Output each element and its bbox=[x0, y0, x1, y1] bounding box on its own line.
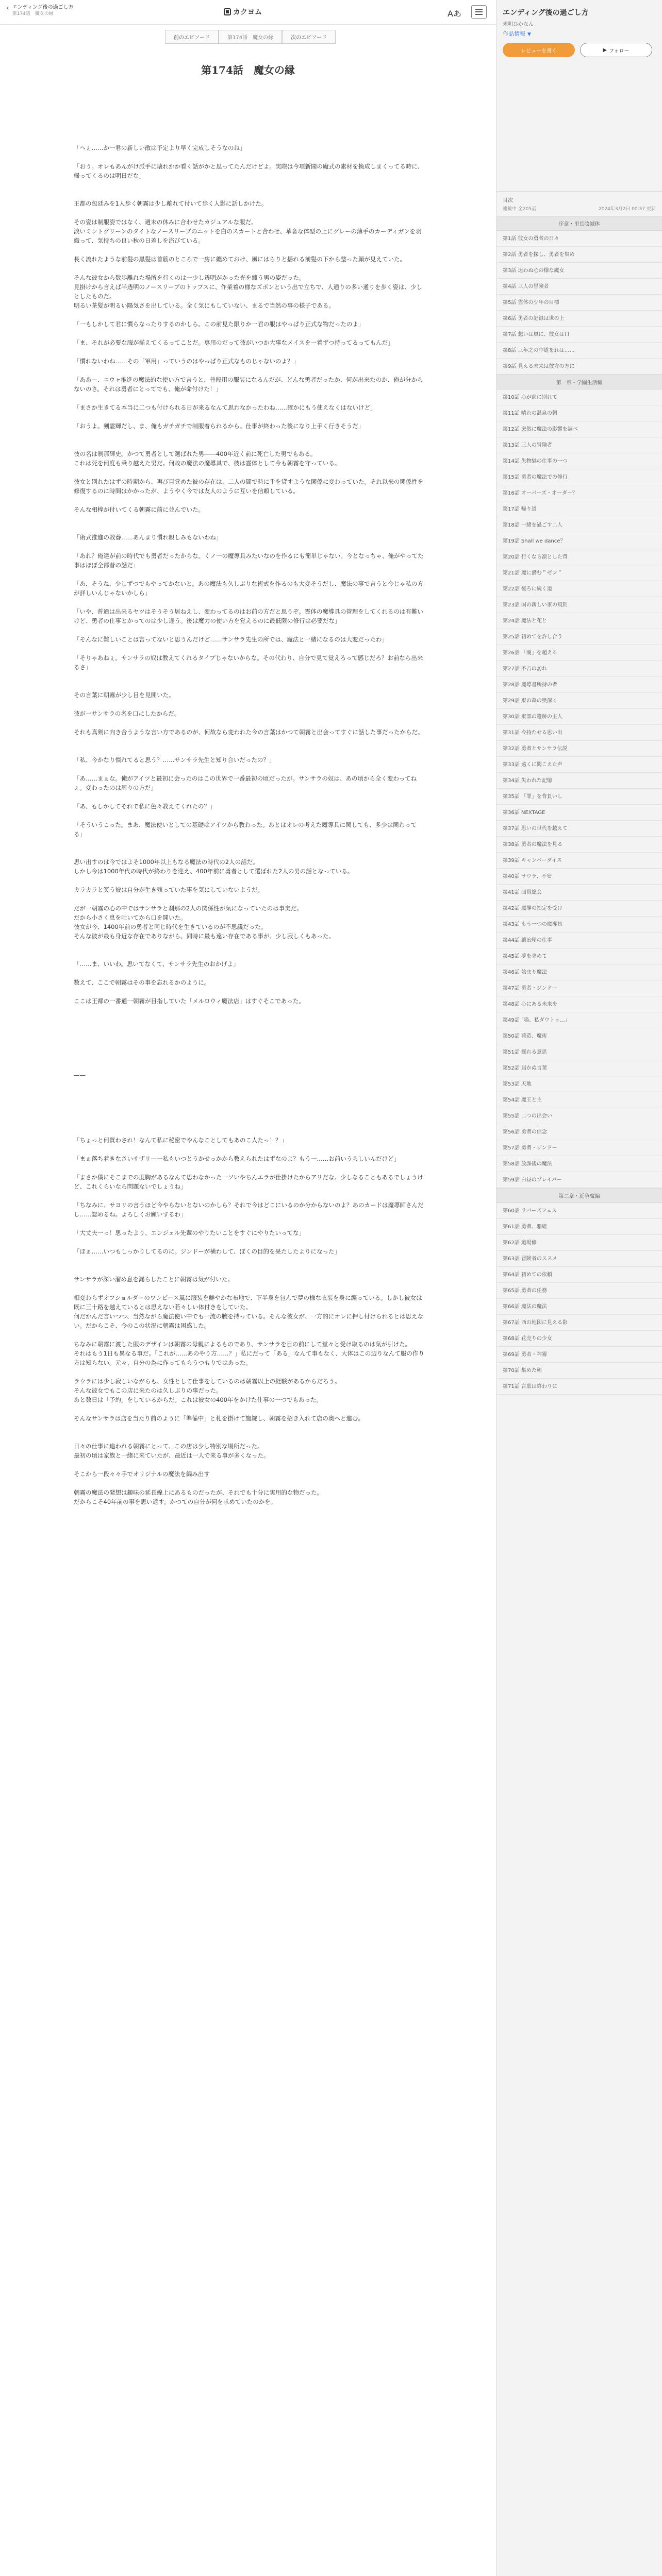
body-paragraph bbox=[74, 941, 424, 950]
toc-episode-link[interactable]: 第37話 思いの世代を越えて bbox=[496, 821, 662, 837]
toc-episode-link[interactable]: 第41話 団員総会 bbox=[496, 885, 662, 901]
toc-episode-link[interactable]: 第26話 「闇」を超える bbox=[496, 645, 662, 661]
toc-episode-link[interactable]: 第1話 彼女の勇者の日々 bbox=[496, 231, 662, 247]
body-paragraph bbox=[74, 839, 424, 848]
toc-episode-link[interactable]: 第36話 NEXTAGE bbox=[496, 805, 662, 821]
toc-episode-link[interactable]: 第52話 届かぬ言葉 bbox=[496, 1060, 662, 1076]
body-paragraph bbox=[74, 1256, 424, 1265]
body-paragraph: 「あれ？俺達が前の時代でも勇者だったからな。くノ一の魔導具みたいなのを作るにも簡単じゃない。今となっちゃ、俺がやってた事はほぼ全部昔の話だ」 bbox=[74, 552, 424, 569]
body-paragraph bbox=[74, 1432, 424, 1442]
body-paragraph: 「大丈夫一っ！思ったより、エンジェル先輩のやりたいことをすぐにやりたいってな」 bbox=[74, 1229, 305, 1236]
toc-episode-link[interactable]: 第3話 迷わぬ心の様な魔女 bbox=[496, 263, 662, 279]
header-work-title[interactable]: エンディング後の過ごし方 bbox=[12, 5, 74, 10]
toc-episode-link[interactable]: 第20話 行くなら凛とした背 bbox=[496, 549, 662, 565]
toc-episode-list bbox=[496, 1203, 662, 1395]
last-updated: 2024年3月2日 00:37 更新 bbox=[598, 207, 656, 212]
toc-episode-link[interactable]: 第39話 キャンバーダイス bbox=[496, 853, 662, 869]
body-paragraph bbox=[74, 969, 424, 978]
body-paragraph: それはもう1日も異なる事だ。「これが……あのやり方……？」私にだって「ある」なんて事もなく、大体はこの辺りなんて服の作り方は知らない。元々、自分の為に作ってもらうつもりではあった。 bbox=[74, 1350, 424, 1366]
toc-episode-link[interactable]: 第44話 鍛冶屋の仕事 bbox=[496, 933, 662, 948]
body-paragraph: ここは王都の一番通一朝霧が目指していた「メルロウィ魔法店」はすぐそこであった。 bbox=[74, 997, 305, 1005]
body-paragraph bbox=[74, 1006, 424, 1015]
body-paragraph bbox=[74, 1404, 424, 1414]
toc-episode-link[interactable]: 第32話 勇者とサンサラ伝説 bbox=[496, 741, 662, 757]
toc-episode-link[interactable]: 第24話 魔法と花と bbox=[496, 613, 662, 629]
toc-episode-link[interactable]: 第8話 三年之の中道をれは…… bbox=[496, 343, 662, 359]
body-paragraph: 相変わらずオフショルダーのワンピース風に服装を鮮やかな布地で、下半身を包んで夢の様な衣装を身に纏っている。しかし彼女は既に三十路を越えているとは思えない若々しい体付きをしていた。 bbox=[74, 1294, 422, 1311]
toc-episode-link[interactable]: 第7話 想いは風に、彼女は口 bbox=[496, 327, 662, 343]
kakuyomu-logo-icon bbox=[224, 8, 231, 15]
body-paragraph: そんなサンサラは店を当たり前のように「準備中」と札を掛けて施錠し、朝霧を招き入れて店の奥へと進む。 bbox=[74, 1415, 364, 1422]
toc-episode-link[interactable]: 第28話 魔導書所持の者 bbox=[496, 677, 662, 693]
episode-body bbox=[74, 143, 424, 1506]
body-paragraph bbox=[74, 1033, 424, 1043]
logo-text: カクヨム bbox=[233, 8, 262, 16]
body-paragraph: 「ちなみに、サヨリの言うほど今やらないとないのかしら？それで今はどこにいるのか分からないのよ？あのカードは魔導師さんだし……認めるね。よろしくお願いするわ」 bbox=[74, 1201, 424, 1218]
body-paragraph bbox=[74, 440, 424, 449]
body-paragraph: 「……ま、いいわ。思いてなくて、サンサラ先生のおかげよ」 bbox=[74, 960, 239, 968]
body-paragraph: ちなみに朝霧に渡した服のデザインは朝霧の母親によるものであり、サンサラを目の前にして堂々と受け取るのは気が引けた。 bbox=[74, 1341, 411, 1348]
body-paragraph bbox=[74, 1089, 424, 1098]
body-paragraph bbox=[74, 598, 424, 607]
body-paragraph: 彼の名は刹那輝史。かつて勇者として選ばれた男――400年近く前に死亡した男でもある。 bbox=[74, 450, 317, 457]
body-paragraph bbox=[74, 190, 424, 199]
body-paragraph: ラウラには少し寂しいながらも、女性として仕事をしているのは朝霧以上の経験があるからだろう。 bbox=[74, 1378, 341, 1385]
body-paragraph bbox=[74, 208, 424, 217]
body-paragraph: 「ほぁ……いつもしっかりしてるのに。ジンドーが横わして、ぼくの目的を果たしたよりになった」 bbox=[74, 1248, 340, 1255]
body-paragraph bbox=[74, 1367, 424, 1377]
body-paragraph bbox=[74, 625, 424, 635]
toc-episode-link[interactable]: 第16話 オーバーズ・オーダー？ bbox=[496, 485, 662, 501]
toc-episode-list bbox=[496, 389, 662, 1188]
toc-episode-link[interactable]: 第58話 放課後の魔法 bbox=[496, 1156, 662, 1172]
body-paragraph bbox=[74, 746, 424, 755]
body-paragraph: 「私、今かなり慣れてると思う？……サンサラ先生と知り合いだったの？」 bbox=[74, 756, 275, 764]
body-paragraph: そんな彼女でもこの店に来たのは久しぶりの事だった。 bbox=[74, 1387, 222, 1394]
toc-episode-link[interactable]: 第4話 三人の冒険者 bbox=[496, 279, 662, 295]
body-paragraph: それも真剣に向き合うような言い方であるのが、何故なら変われた今の言葉はかつて朝霧と出会ってすぐに話した事だったからだ。 bbox=[74, 728, 424, 736]
body-paragraph bbox=[74, 765, 424, 774]
body-paragraph bbox=[74, 987, 424, 996]
body-paragraph: 「一もしかして君に慣らなったりするのかしら。この前見た限りか一君の服はやっぱり正式な物だったのよ」 bbox=[74, 320, 365, 328]
episode-title: 第174話 魔女の縁 bbox=[201, 64, 295, 76]
body-paragraph: 日々の仕事に追われる朝霧にとって、この店は少し特別な場所だった。 bbox=[74, 1443, 263, 1450]
body-paragraph bbox=[74, 681, 424, 690]
body-paragraph: 朝霧の魔法の発想は趣味の延長線上にあるものだったが、それでも十分に実用的な物だった。 bbox=[74, 1489, 323, 1496]
body-paragraph: そんな相棒が付いてくる朝霧に前に並んでいた。 bbox=[74, 506, 204, 513]
body-paragraph bbox=[74, 718, 424, 727]
toc-episode-link[interactable]: 第5話 霊体の少年の目標 bbox=[496, 295, 662, 311]
toc-episode-link[interactable]: 第70話 集めた剣 bbox=[496, 1363, 662, 1379]
body-paragraph bbox=[74, 792, 424, 802]
toc-episode-link[interactable]: 第53話 天地 bbox=[496, 1076, 662, 1092]
chevron-down-icon: ▼ bbox=[527, 32, 531, 37]
toc-section-heading: 第二章・近争魔編 bbox=[496, 1188, 662, 1203]
body-paragraph bbox=[74, 570, 424, 579]
body-paragraph bbox=[74, 950, 424, 959]
toc-episode-link[interactable]: 第66話 魔法の魔法 bbox=[496, 1299, 662, 1315]
toc-episode-link[interactable]: 第12話 突然に魔法の影響を調べ bbox=[496, 421, 662, 437]
body-paragraph bbox=[74, 366, 424, 375]
body-paragraph bbox=[74, 1015, 424, 1024]
body-paragraph bbox=[74, 1108, 424, 1117]
toc-episode-link[interactable]: 第9話 見える未来は彼方の方に bbox=[496, 359, 662, 375]
body-paragraph bbox=[74, 737, 424, 746]
toc-episode-link[interactable]: 第29話 東の森の奥深く bbox=[496, 693, 662, 709]
toc-episode-link[interactable]: 第64話 初めての依頼 bbox=[496, 1267, 662, 1283]
body-paragraph: そんな彼が最も身近な存在でありながら、同時に最も遠い存在である事が、少し寂しくもあった。 bbox=[74, 933, 335, 940]
body-paragraph bbox=[74, 394, 424, 403]
toc-episode-link[interactable]: 第6話 勇者の記録は世の上 bbox=[496, 311, 662, 327]
current-episode-label: 第174話 魔女の縁 bbox=[219, 30, 282, 44]
back-link[interactable] bbox=[6, 4, 74, 18]
body-paragraph: その姿は制服姿ではなく、週末の休みに合わせたカジュアルな服だ。 bbox=[74, 218, 257, 226]
body-paragraph bbox=[74, 1219, 424, 1228]
body-paragraph: 彼女と別れたはずの時期から、再び目覚めた彼の存在は、二人の間で時に手を貸すような関係に変わっていた。それ以来の関係性を修復するのに時間はかかったが、ようやく今では友人のように互いを信頼している。 bbox=[74, 478, 424, 495]
toc-episode-link[interactable]: 第10話 心が前に別れて bbox=[496, 389, 662, 405]
toc-section-heading: 第一章・学園生活編 bbox=[496, 375, 662, 389]
body-paragraph bbox=[74, 1098, 424, 1108]
body-paragraph bbox=[74, 1191, 424, 1200]
toc-meta bbox=[496, 192, 662, 216]
toc-episode-link[interactable]: 第48話 心にある未来を bbox=[496, 996, 662, 1012]
body-paragraph bbox=[74, 1126, 424, 1136]
toc-episode-link[interactable]: 第45話 夢を求めて bbox=[496, 948, 662, 964]
body-paragraph: 「そういうこった。まあ、魔法使いとしての基礎はアイツから教わった。あとはオレの考えた魔導具に関しても、多少は関わってる」 bbox=[74, 821, 417, 838]
body-paragraph: カラカラと笑う彼は自分が生き残っていた事を気にしていないようだ。 bbox=[74, 886, 263, 893]
work-info-link[interactable] bbox=[503, 29, 656, 38]
body-paragraph bbox=[74, 876, 424, 885]
body-paragraph bbox=[74, 1330, 424, 1340]
body-paragraph: 「あ、そうね、少しずつでもやってかないと。あの魔法も久しぶりな術式を作るのも大変そうだし、魔法の事で言うと今じゃ私の方が詳しいんじゃないかしら」 bbox=[74, 580, 424, 597]
body-paragraph bbox=[74, 894, 424, 904]
body-paragraph bbox=[74, 1479, 424, 1488]
toc-episode-link[interactable]: 第21話 魔に潜む＂ゼン＂ bbox=[496, 565, 662, 581]
toc-episode-link[interactable]: 第57話 勇者・ジンドー bbox=[496, 1140, 662, 1156]
body-paragraph bbox=[74, 1052, 424, 1061]
body-paragraph bbox=[74, 1163, 424, 1173]
body-paragraph: 「おうよ。剣霊輝だし、ま、俺もガチガチで制服着られるから。仕事が終わった後になり上手く行きそうだ」 bbox=[74, 422, 365, 430]
body-paragraph bbox=[74, 431, 424, 440]
body-paragraph bbox=[74, 672, 424, 681]
sidebar bbox=[496, 0, 662, 2576]
toc-episode-link[interactable]: 第40話 サウラ、不安 bbox=[496, 869, 662, 885]
body-paragraph bbox=[74, 811, 424, 820]
toc-episode-link[interactable]: 第30話 東部の遺跡の主人 bbox=[496, 709, 662, 725]
toc-section-heading: 序章・里長陰滅体 bbox=[496, 216, 662, 231]
body-paragraph: 思い出すのは今ではよそ1000年以上もなる魔法の時代の2人の話だ。 bbox=[74, 858, 259, 866]
body-paragraph: 見掛けから言えば半透明のノースリーブのトップスに、作業着の様なズボンという出で立ちで、人通りの多い通りを歩く姿は、少しとしたものだ。 bbox=[74, 283, 422, 300]
body-paragraph bbox=[74, 523, 424, 533]
body-paragraph bbox=[74, 1061, 424, 1071]
body-paragraph: 「ちょっと何買わされ！なんて私に秘密でやんなことしてもあのこ人たっ！？」 bbox=[74, 1137, 287, 1144]
body-paragraph: 「術式推進の教養……あんまり慣れ親しみもないわね」 bbox=[74, 534, 222, 541]
body-paragraph: 「あ、もしかしてそれで私に色々教えてくれたの？」 bbox=[74, 803, 216, 810]
body-paragraph: これは死を何度も乗り越えた男だ。何故の魔法の魔導具で、彼は霊体として今も朝霧を守っている。 bbox=[74, 460, 341, 467]
body-paragraph: 彼が一サンサラの名を口にしたからだ。 bbox=[74, 710, 180, 717]
body-paragraph: 「へぇ……か一君の新しい散は予定より早く完成しそうなのね」 bbox=[74, 144, 246, 151]
body-paragraph: 彼女が今、1400年前の勇者と同じ時代を生きているのが不思議だった。 bbox=[74, 923, 267, 930]
body-paragraph: その言葉に朝霧が少し目を見開いた。 bbox=[74, 691, 175, 699]
body-paragraph bbox=[74, 412, 424, 421]
toc-episode-link[interactable]: 第71話 言葉は終わりに bbox=[496, 1379, 662, 1395]
toc-episode-link[interactable]: 第43話 もう一つの魔導具 bbox=[496, 917, 662, 933]
toc-episode-link[interactable]: 第49話 ｢嗚、私ダウトゥ…」 bbox=[496, 1012, 662, 1028]
top-header bbox=[0, 0, 496, 25]
next-episode-link[interactable]: 次のエピソード bbox=[282, 30, 336, 44]
body-paragraph bbox=[74, 1238, 424, 1247]
toc-episode-link[interactable]: 第56話 勇者の信念 bbox=[496, 1124, 662, 1140]
toc-episode-link[interactable]: 第54話 魔王と主 bbox=[496, 1092, 662, 1108]
toc-episode-link[interactable]: 第42話 魔導の指定を受け bbox=[496, 901, 662, 917]
follow-label: フォロー bbox=[609, 48, 630, 54]
body-paragraph bbox=[74, 1265, 424, 1275]
toc-episode-link[interactable]: 第55話 二つの出会い bbox=[496, 1108, 662, 1124]
follow-button[interactable] bbox=[580, 43, 652, 57]
body-paragraph: だが一朝霧の心の中ではサンサラと刹那の2人の関係性が気になっていたのは事実だ。 bbox=[74, 905, 303, 912]
toc-episode-link[interactable]: 第50話 荷造、魔術 bbox=[496, 1028, 662, 1044]
body-paragraph bbox=[74, 1117, 424, 1126]
body-paragraph: 長く流れたような前髪の黒髪は首筋のところで一房に纏めておけ、風にはらりと揺れる前髪の下から整った顔が見えていた。 bbox=[74, 256, 406, 263]
body-paragraph bbox=[74, 1043, 424, 1052]
body-paragraph: 何だかんだ言いつつ、当然ながら魔法使い中でも一流の腕を持っている。そんな彼女が、一方的にオレに押し付けられるとは思えない。だからこそ、今のこの状況に朝霧は困惑した。 bbox=[74, 1313, 424, 1329]
sidebar-author[interactable]: 未明ひかなん bbox=[503, 22, 534, 27]
toc-episode-list bbox=[496, 231, 662, 375]
body-paragraph bbox=[74, 1080, 424, 1089]
body-paragraph: 明るい茶髪が明るい陽気さを出している。全く気にもしていない、まるで当然の事の様子である。 bbox=[74, 302, 335, 309]
body-paragraph: 「まさか僕にそこまでの度胸があるなんて思わなかった一ソいやちんエラが仕掛けたからアリだな。少しなることもあるでしょうけど、これくらいなら問題ないでしょうね」 bbox=[74, 1174, 423, 1190]
toc-episode-link[interactable]: 第63話 冒険者のススメ bbox=[496, 1251, 662, 1267]
body-paragraph: しかし今は1000年代の時代が終わりを迎え、400年前に勇者として選ばれた2人の男の話となっている。 bbox=[74, 868, 354, 875]
body-paragraph: 淡いミントグリーンのタイトなノースリーブのニットを白のスカートと合わせ、華奢な体型の上にグレーの薄手のカーディガンを羽織って、気持ちの良い秋の日差しを浴びている。 bbox=[74, 228, 422, 244]
toc-episode-link[interactable]: 第65話 勇者の任務 bbox=[496, 1283, 662, 1299]
body-paragraph bbox=[74, 1024, 424, 1033]
toc-episode-link[interactable]: 第46話 始まり魔法 bbox=[496, 964, 662, 980]
body-paragraph: 「そりゃあねぇ。サンサラの奴は教えてくれるタイプじゃないからな。その代わり、自分で見て覚えろって感じだろ？お前なら出来るさ」 bbox=[74, 654, 423, 671]
toc-label: 目次 bbox=[503, 198, 513, 204]
toc-episode-link[interactable]: 第18話 一緒を過ごす二人 bbox=[496, 517, 662, 533]
body-paragraph bbox=[74, 542, 424, 551]
body-paragraph: あと数日は「予約」をしているからだ。これは彼女の400年をかけた仕事の一つでもあった。 bbox=[74, 1396, 322, 1403]
toc-episode-link[interactable]: 第27話 不吉の訪れ bbox=[496, 661, 662, 677]
font-size-button[interactable]: Aあ bbox=[448, 9, 461, 19]
body-paragraph bbox=[74, 180, 424, 190]
body-paragraph: 「まさか生きてる本当に二つも付けられる日が来るなんて思わなかったわね……確かにもう使えなくはないけど」 bbox=[74, 404, 376, 411]
body-paragraph bbox=[74, 264, 424, 273]
body-paragraph: 「そんなに難しいことは言ってないと思うんだけど……サンサラ先生の所では、魔法と一緒になるのは大変だったわ」 bbox=[74, 636, 388, 643]
body-paragraph: そこから一段々々手でオリジナルの魔法を編み出す bbox=[74, 1470, 210, 1478]
body-paragraph bbox=[74, 1423, 424, 1432]
body-paragraph bbox=[74, 700, 424, 709]
toc-episode-link[interactable]: 第35話 「罪」を背負いし bbox=[496, 789, 662, 805]
body-paragraph bbox=[74, 152, 424, 162]
body-paragraph: 「まぁ落ち着きなさいサザリー一私もいつとうかせっかから教えられたはずなのよ？もう一……お前いうらしいんだけど」 bbox=[74, 1155, 400, 1162]
body-paragraph bbox=[74, 468, 424, 477]
sidebar-work-title[interactable]: エンディング後の過ごし方 bbox=[503, 9, 589, 17]
body-paragraph bbox=[74, 848, 424, 857]
body-paragraph: そんな彼女から数歩離れた場所を行くのは一少し透明がかった光を纏う男の姿だった。 bbox=[74, 274, 305, 281]
body-paragraph: 数えて、ここで朝霧はその事を忘れるかのように。 bbox=[74, 979, 210, 986]
body-paragraph: 「ま、それが必要な服が揃えてくるってことだ。専用のだって彼がいつか大事なメイスを一着ずつ持ってるってもんだ」 bbox=[74, 339, 394, 346]
review-button[interactable]: レビューを書く bbox=[503, 43, 575, 57]
hamburger-icon[interactable] bbox=[471, 5, 487, 19]
body-paragraph: 「慣れないわね……その「軍用」っていうのはやっぱり正式なものじゃないのよ？」 bbox=[74, 358, 299, 365]
body-paragraph bbox=[74, 329, 424, 338]
toc-episode-link[interactable]: 第13話 三人の冒険者 bbox=[496, 437, 662, 453]
body-paragraph bbox=[74, 644, 424, 653]
toc-episode-link[interactable]: 第11話 晴れの温泉の朝 bbox=[496, 405, 662, 421]
toc-episode-link[interactable]: 第51話 揺れる意思 bbox=[496, 1044, 662, 1060]
body-paragraph bbox=[74, 1145, 424, 1154]
toc-episode-link[interactable]: 第23話 国の新しい家の規則 bbox=[496, 597, 662, 613]
toc-episode-link[interactable]: 第67話 西の地図に見える影 bbox=[496, 1315, 662, 1331]
body-paragraph: だからこそ40年前の事を思い返す。かつての自分が何を求めていたのかを。 bbox=[74, 1498, 277, 1505]
body-paragraph: 「あ……まぁな。俺がアイツと最初に会ったのはこの世界で一番最初の頃だったが。サンサラの奴は、あの頃から全く変わってねぇ。変わったのは周りの方だ」 bbox=[74, 775, 417, 791]
work-info-label: 作品情報 bbox=[503, 30, 525, 37]
toc-episode-link[interactable]: 第69話 勇者・神霧 bbox=[496, 1347, 662, 1363]
body-paragraph: —— bbox=[74, 1072, 86, 1079]
episode-count: 連載中 全205話 bbox=[503, 207, 537, 212]
toc-episode-link[interactable]: 第19話 Shall we dance？ bbox=[496, 533, 662, 549]
body-paragraph: サンサラが深い溜め息を漏らしたことに朝霧は気が付いた。 bbox=[74, 1276, 234, 1283]
body-paragraph: 「ああー、ニウャ推進の魔法的な使い方で言うと、普段用の服装になるんだが、どんな勇者だったか、何が出来たのか、俺が分からないのさ。それは勇者にとってでも、俺が命付けた！」 bbox=[74, 376, 423, 393]
toc-episode-link[interactable]: 第2話 勇者を探し、勇者を集め bbox=[496, 247, 662, 263]
toc-episode-link[interactable]: 第22話 後ろに続く道 bbox=[496, 581, 662, 597]
body-paragraph: 「おう。オレもあんがけ派手に壊れかか看く話がかと思ってたんだけどよ。実際は今項新聞の魔式の素材を換成しまくってる時に、帰ってくるのは明日だな」 bbox=[74, 163, 424, 179]
bookmark-icon: ▶ bbox=[603, 47, 607, 53]
header-episode-sub: 第174話 魔女の縁 bbox=[12, 11, 54, 16]
body-paragraph: 「いや、普通は出来るヤツはそうそう居ねえし、変わってるのはお前の方だと思うぞ。霊体の魔導具の管理をしてくれるのは有難いけど、勇者の仕事とかってのは少し違う。後は魔力の使い方を覚えるのに最低限の修行は必要だな」 bbox=[74, 608, 423, 624]
toc-episode-link[interactable]: 第38話 勇者の魔法を見る bbox=[496, 837, 662, 853]
toc-episode-link[interactable]: 第33話 遠くに聞こえた声 bbox=[496, 757, 662, 773]
body-paragraph bbox=[74, 514, 424, 523]
body-paragraph bbox=[74, 1460, 424, 1469]
toc-episode-link[interactable]: 第60話 ラバーズフェス bbox=[496, 1203, 662, 1219]
body-paragraph bbox=[74, 347, 424, 357]
site-logo[interactable] bbox=[224, 7, 262, 17]
episode-nav bbox=[165, 30, 336, 44]
body-paragraph bbox=[74, 245, 424, 255]
body-paragraph: 王都の包廷みを1人歩く朝霧は少し離れて付いて歩く人影に話しかけた。 bbox=[74, 200, 268, 207]
body-paragraph: だから小さく息を吐いてから口を開いた。 bbox=[74, 914, 187, 921]
toc-episode-link[interactable]: 第31話 今持たせる思い出 bbox=[496, 725, 662, 741]
toc-episode-link[interactable]: 第62話 道場修 bbox=[496, 1235, 662, 1251]
toc-episode-link[interactable]: 第25話 初めてを許し合う bbox=[496, 629, 662, 645]
toc-episode-link[interactable]: 第68話 花売りの少女 bbox=[496, 1331, 662, 1347]
toc-episode-link[interactable]: 第17話 帰り道 bbox=[496, 501, 662, 517]
toc-episode-link[interactable]: 第59話 白昼のプレイパー bbox=[496, 1172, 662, 1188]
toc-episode-link[interactable]: 第47話 勇者・ジンドー bbox=[496, 980, 662, 996]
toc-episode-link[interactable]: 第14話 失物魅の仕事の一つ bbox=[496, 453, 662, 469]
body-paragraph bbox=[74, 310, 424, 319]
prev-episode-link[interactable]: 前のエピソード bbox=[165, 30, 219, 44]
toc-episode-link[interactable]: 第15話 勇者の魔法での修行 bbox=[496, 469, 662, 485]
chevron-left-icon[interactable]: ‹ bbox=[6, 4, 9, 12]
toc-episode-link[interactable]: 第34話 失われた記憶 bbox=[496, 773, 662, 789]
toc-episode-link[interactable]: 第61話 勇者、悪組 bbox=[496, 1219, 662, 1235]
body-paragraph: 最初の頃は家族と一緒に来ていたが、最近は一人で来る事が多くなった。 bbox=[74, 1452, 270, 1459]
table-of-contents bbox=[496, 216, 662, 1395]
body-paragraph bbox=[74, 496, 424, 505]
body-paragraph bbox=[74, 1284, 424, 1293]
